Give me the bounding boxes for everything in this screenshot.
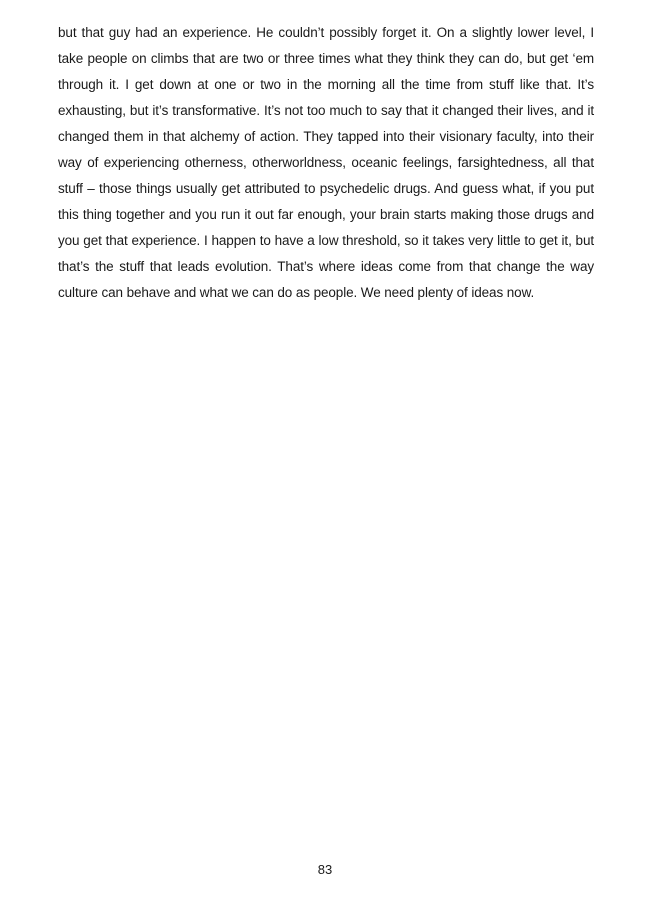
page-number: 83 (317, 862, 333, 877)
body-paragraph: but that guy had an experience. He couldn’t possibly forget it. On a slightly lower level, I take people on climbs that are two or three times what they think they can do, but get ‘em through it. I get down at one or two in the morning all the time from stuff like that. It’s exhausting, but it’s transformative. It’s not too much to say that it changed their lives, and it changed them in that alchemy of action. They tapped into their visionary faculty, into their way of experiencing otherness, otherworldness, oceanic feelings, farsightedness, all that stuff – those things usually get attributed to psychedelic drugs. And guess what, if you put this thing together and you run it out far enough, your brain starts making those drugs and you get that experience. I happen to have a low threshold, so it takes very little to get it, but that’s the stuff that leads evolution. That’s where ideas come from that change the way culture can behave and what we can do as people. We need plenty of ideas now. (58, 25, 594, 300)
